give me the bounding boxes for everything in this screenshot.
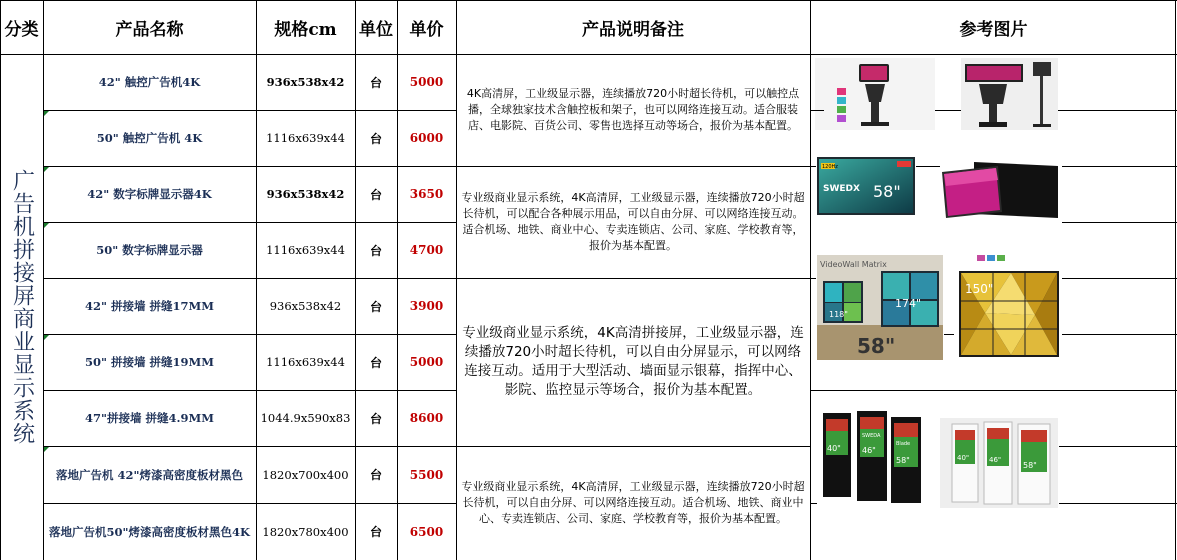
product-name: 47"拼接墙 拼缝4.9MM [85, 411, 214, 425]
product-unit: 台 [369, 75, 382, 90]
product-unit: 台 [369, 187, 382, 202]
refresh-rate-label: 120Hz [822, 164, 838, 170]
floor-kiosk-black-image [817, 407, 925, 507]
videowall-size-58: 58" [857, 334, 896, 358]
product-price: 4700 [409, 243, 444, 257]
kiosk-size: 58" [1023, 461, 1037, 470]
product-name: 42" 数字标牌显示器4K [87, 187, 212, 201]
product-note: 专业级商业显示系统，4K高清屏，工业级显示器，连续播放720小时超长待机，可以配合各种展示用品，可以自由分屏、可以网络连接互动。适合机场、地铁、商业中心、专卖连锁店、公司、家庭、学校教育等，报价为基本配置。 [461, 191, 805, 252]
header-image: 参考图片 [959, 19, 1028, 40]
product-price: 3900 [409, 299, 444, 313]
kiosk-size: 46" [989, 456, 1002, 464]
product-name: 落地广告机50"烤漆高密度板材黑色4K [49, 524, 250, 539]
product-name: 42" 触控广告机4K [98, 75, 201, 89]
video-wall-gold-image [955, 253, 1061, 361]
digital-signage-pair-image [940, 160, 1060, 222]
floor-kiosk-white-image [940, 418, 1058, 508]
product-price: 5500 [409, 467, 444, 482]
header-category: 分类 [4, 19, 39, 40]
category-label: 广告机拼接屏商业显示系统 [9, 169, 35, 445]
product-spec: 1820x700x400 [262, 467, 349, 482]
touch-kiosk-set-image [961, 58, 1058, 130]
header-product-name: 产品名称 [115, 19, 184, 40]
videowall-size: 174" [895, 297, 922, 310]
kiosk-size: 58" [896, 456, 910, 465]
product-spec: 936x538x42 [269, 299, 342, 313]
product-unit: 台 [369, 243, 382, 258]
videowall-title: VideoWall Matrix [820, 260, 887, 269]
product-spec: 1116x639x44 [266, 131, 345, 145]
product-price: 5000 [409, 75, 444, 89]
product-name: 42" 拼接墙 拼缝17MM [85, 299, 214, 313]
product-note: 专业级商业显示系统，4K高清屏，工业级显示器，连续播放720小时超长待机，可以自由分屏、可以网络连接互动。适合机场、地铁、商业中心、专卖连锁店、公司、家庭、学校教育等，报价为基本配置。 [461, 480, 805, 525]
category-cell [0, 54, 43, 560]
kiosk-size: 46" [862, 446, 876, 455]
product-spec: 1044.9x590x83 [260, 411, 351, 425]
screen-size-label: 58" [873, 182, 901, 201]
product-price: 5000 [409, 355, 444, 369]
product-price: 8600 [409, 411, 444, 425]
header-note: 产品说明备注 [582, 19, 684, 40]
product-name: 落地广告机 42"烤漆高密度板材黑色 [56, 467, 243, 482]
digital-signage-image [817, 157, 915, 215]
product-note: 4K高清屏，工业级显示器，连续播放720小时超长待机，可以触控点播，全球独家技术含触控板和架子，也可以网络连接互动。适合服装店、电影院、百货公司、零售也选择互动等场合，报价为基本配置。 [466, 87, 800, 132]
touch-kiosk-image [815, 58, 935, 130]
product-note: 专业级商业显示系统，4K高清拼接屏，工业级显示器，连续播放720小时超长待机，可以自由分屏显示，可以网络连接互动。适用于大型活动、墙面显示银幕，指挥中心、影院、监控显示等场合，报价为基本配置。 [462, 325, 804, 398]
product-unit: 台 [369, 411, 382, 426]
header-unit: 单位 [359, 19, 393, 40]
videowall-size: 150" [965, 282, 994, 296]
header-price: 单价 [409, 19, 444, 40]
product-price: 6000 [409, 131, 444, 145]
product-spec: 936x538x42 [266, 187, 345, 201]
product-unit: 台 [369, 525, 382, 539]
product-unit: 台 [369, 355, 382, 370]
product-spec: 1820x780x400 [262, 524, 349, 539]
product-price: 3650 [409, 187, 444, 201]
product-unit: 台 [369, 131, 382, 146]
product-name: 50" 数字标牌显示器 [96, 243, 203, 257]
video-wall-matrix-image [817, 255, 943, 360]
brand-label: SWEDX [823, 184, 860, 194]
kiosk-size: 40" [957, 454, 970, 462]
videowall-size: 118" [829, 310, 848, 319]
product-unit: 台 [369, 299, 382, 314]
product-unit: 台 [369, 468, 382, 482]
kiosk-model: Blade [896, 441, 911, 447]
product-spec: 1116x639x44 [266, 355, 345, 369]
header-spec: 规格cm [274, 19, 337, 40]
kiosk-size: 40" [827, 444, 841, 453]
kiosk-brand: SWEDA [862, 433, 881, 439]
product-spec: 1116x639x44 [266, 243, 345, 257]
product-price: 6500 [409, 524, 444, 539]
product-name: 50" 触控广告机 4K [96, 131, 203, 145]
product-name: 50" 拼接墙 拼缝19MM [85, 355, 214, 369]
product-spec: 936x538x42 [266, 75, 345, 89]
